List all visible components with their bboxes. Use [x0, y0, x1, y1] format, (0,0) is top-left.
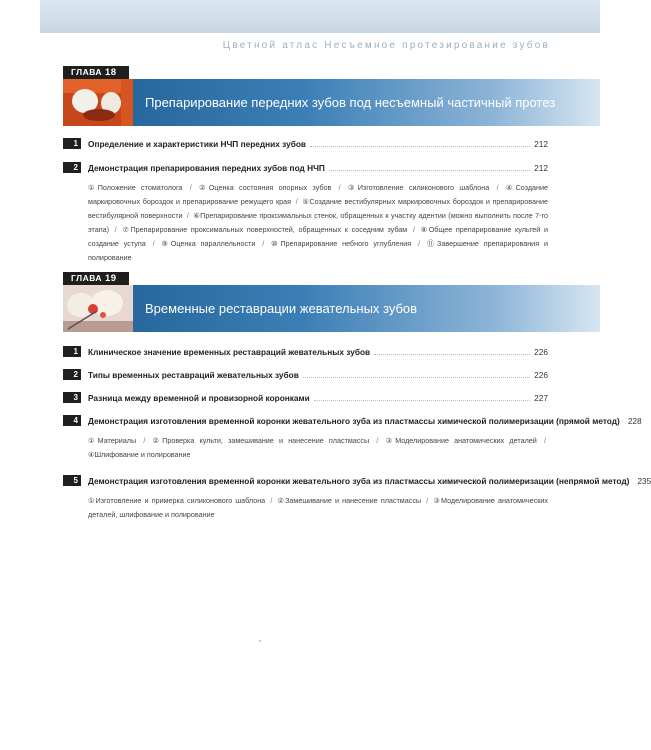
subitem-list: ①Изготовление и примерка силиконового шаблона / ②Замешивание и нанесение пластмассы / ③Моделирование анатомических деталей, шлифование и полирование — [88, 496, 549, 519]
top-header-band — [40, 0, 600, 33]
leader-dots — [314, 400, 530, 401]
chapter-label: ГЛАВА — [71, 67, 103, 77]
section-number: 2 — [63, 369, 81, 380]
toc-row[interactable] — [88, 414, 642, 426]
page-mark — [259, 640, 261, 642]
section-number: 5 — [63, 475, 81, 486]
section-number: 3 — [63, 392, 81, 403]
section-number: 1 — [63, 346, 81, 357]
chapter-19-title: Временные реставрации жевательных зубов — [145, 301, 418, 316]
page-number: 212 — [534, 163, 548, 173]
subitem: ②Замешивание и нанесение пластмассы — [277, 496, 422, 505]
section-title: Типы временных реставраций жевательных зубов — [88, 370, 299, 380]
chapter-19-photo — [63, 285, 133, 332]
subitem-list: ①Материалы / ②Проверка культи, замешивание и нанесение пластмассы / ③Моделирование анатомических деталей / ④Шлифование и полирование — [88, 436, 546, 459]
chapter-18-title: Препарирование передних зубов под несъемный частичный протез — [145, 95, 556, 110]
leader-dots — [310, 146, 530, 147]
top-margin — [0, 0, 40, 33]
chapter-number: 19 — [104, 273, 117, 284]
subitem-list: ①Положение стоматолога / ②Оценка состояния опорных зубов / ③Изготовление силиконового шаблона / ④Создание маркировочных бороздок и препарирование режущего края / ⑤Создание вестибулярных маркировочных бороздок и препарирование вестибулярной поверхности / ⑥Препарирование проксимальных стенок, обращенных к участку адентии (можно выполнить после 7-го этапа) / ⑦Препарирование проксимальных поверхностей, обращенных к соседним зубам / ⑧Общее препарирование культей и создание уступа / ⑨Оценка параллельности / ⑩Препарирование небного углубления / ⑪Завершение препарирования и полирование — [88, 183, 549, 262]
subitem: ③Моделирование анатомических деталей, шлифование и полирование — [88, 496, 549, 519]
toc-row[interactable] — [88, 137, 548, 149]
subitem: ⑤Создание вестибулярных маркировочных бороздок и препарирование вестибулярной поверхности — [88, 197, 549, 220]
chapter-18-tab — [63, 66, 129, 79]
toc-row[interactable] — [88, 345, 548, 357]
page-number: 226 — [534, 370, 548, 380]
section-title: Демонстрация препарирования передних зубов под НЧП — [88, 163, 325, 173]
subitem: ⑨Оценка параллельности — [161, 239, 256, 248]
chapter-18-photo — [63, 79, 133, 126]
chapter-label: ГЛАВА — [71, 273, 103, 283]
leader-dots — [303, 377, 530, 378]
section-number: 1 — [63, 138, 81, 149]
subitem: ④Шлифование и полирование — [88, 450, 191, 459]
subitem: ③Изготовление силиконового шаблона — [348, 183, 490, 192]
subitem: ①Положение стоматолога — [88, 183, 183, 192]
toc-row[interactable] — [88, 391, 548, 403]
toc-row[interactable] — [88, 161, 548, 173]
page-number: 228 — [627, 416, 642, 426]
subitem: ①Материалы — [88, 436, 137, 445]
subitem: ⑥Препарирование проксимальных стенок, обращенных к участку адентии (можно выполнить после 7-го этапа) — [88, 211, 548, 234]
subitem: ②Проверка культи, замешивание и нанесение пластмассы — [152, 436, 370, 445]
leader-dots — [374, 354, 530, 355]
page-number: 227 — [534, 393, 548, 403]
running-header-title: Цветной атлас Несъемное протезирование зубов — [222, 40, 550, 51]
leader-dots — [329, 170, 530, 171]
page-number: 212 — [534, 139, 548, 149]
subitem: ④Создание маркировочных бороздок и препарирование режущего края — [88, 183, 549, 206]
section-title: Разница между временной и провизорной коронками — [88, 393, 310, 403]
page-number: 226 — [534, 347, 548, 357]
subitem: ③Моделирование анатомических деталей — [385, 436, 537, 445]
chapter-19-tab — [63, 272, 129, 285]
section-title: Демонстрация изготовления временной коронки жевательного зуба из пластмассы химической полимеризации (прямой метод) — [88, 416, 620, 426]
chapter-number: 18 — [104, 67, 117, 78]
toc-row[interactable] — [88, 368, 548, 380]
section-number: 2 — [63, 162, 81, 173]
toc-row[interactable] — [88, 474, 651, 486]
page-number: 235 — [637, 476, 651, 486]
section-title: Демонстрация изготовления временной коронки жевательного зуба из пластмассы химической полимеризации (непрямой метод) — [88, 476, 630, 486]
section-title: Клиническое значение временных реставраций жевательных зубов — [88, 347, 371, 357]
subitem: ②Оценка состояния опорных зубов — [199, 183, 332, 192]
subitem: ⑩Препарирование небного углубления — [271, 239, 412, 248]
section-number: 4 — [63, 415, 81, 426]
subitem: ⑪Завершение препарирования и полирование — [88, 239, 548, 262]
subitem: ①Изготовление и примерка силиконового шаблона — [88, 496, 266, 505]
subitem: ⑦Препарирование проксимальных поверхностей, обращенных к соседним зубам — [122, 225, 408, 234]
subitem: ⑧Общее препарирование культей и создание уступа — [88, 225, 548, 248]
section-title: Определение и характеристики НЧП передних зубов — [88, 139, 307, 149]
